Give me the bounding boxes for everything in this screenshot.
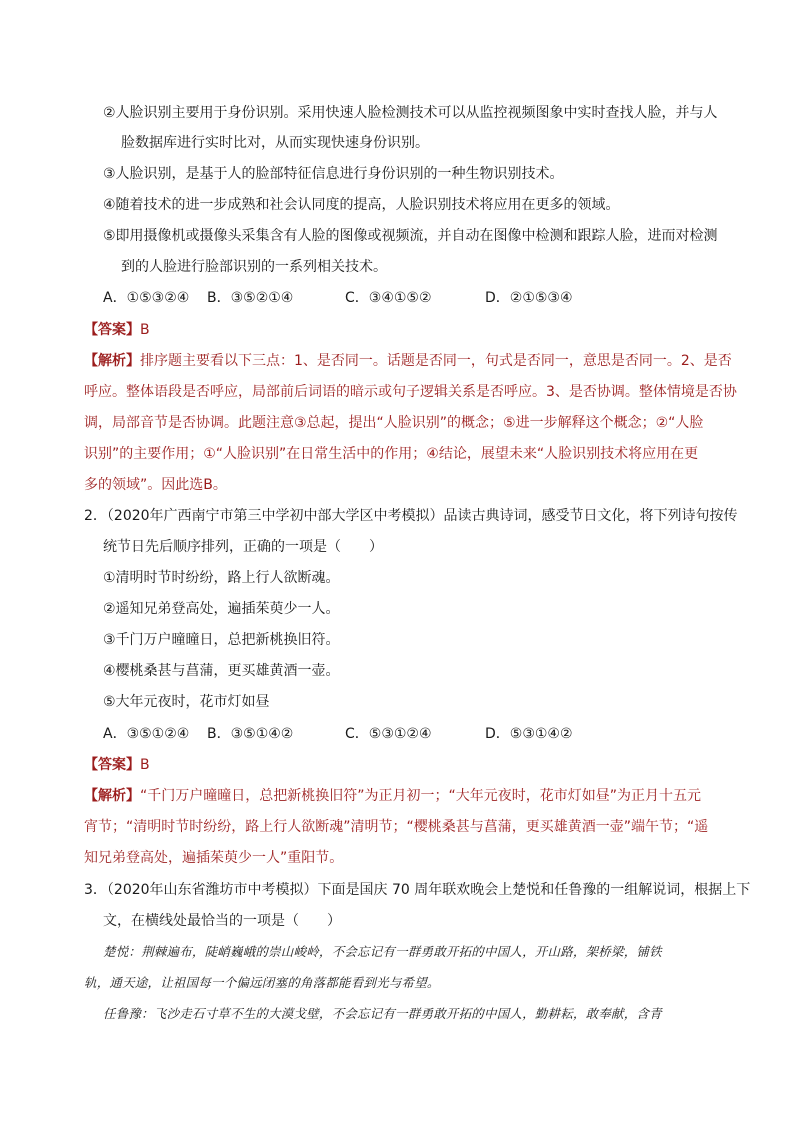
q2-analysis-line-1 (84, 786, 701, 806)
q1-analysis-line-1 (84, 351, 732, 371)
q2-option-a: A．③⑤①②④ (103, 726, 190, 742)
q1-analysis-line-3: 调，局部音节是否协调。此题注意③总起，提出“人脸识别”的概念；⑤进一步解释这个概念；②“人脸 (84, 415, 704, 431)
q2-option-c: C．⑤③①②④ (345, 726, 432, 742)
q1-item-3: ③人脸识别，是基于人的脸部特征信息进行身份识别的一种生物识别技术。 (103, 166, 564, 182)
q2-analysis-line-3: 知兄弟登高处，遍插茱萸少一人”重阳节。 (84, 850, 344, 866)
answer-value: B (140, 322, 150, 338)
q1-answer (84, 320, 150, 340)
q2-answer (84, 755, 150, 775)
q3-passage-line-1: 楚悦：荆棘遍布，陡峭巍峨的崇山峻岭，不会忘记有一群勇敢开拓的中国人，开山路，架桥梁，铺铁 (103, 944, 662, 959)
q1-analysis-line-2: 呼应。整体语段是否呼应，局部前后词语的暗示或句子逻辑关系是否呼应。3、是否协调。整体情境是否协 (84, 384, 737, 400)
q3-passage-line-3: 任鲁豫：飞沙走石寸草不生的大漠戈壁，不会忘记有一群勇敢开拓的中国人，勤耕耘，敢奉献，含青 (103, 1006, 662, 1021)
q1-analysis-line-5: 多的领域”。因此选B。 (84, 477, 227, 493)
q1-option-d: D．②①⑤③④ (485, 290, 573, 306)
q2-analysis-line-2: 宵节；“清明时节时纷纷，路上行人欲断魂”清明节；“樱桃桑甚与菖蒲，更买雄黄酒一壶”端午节；“遥 (84, 819, 709, 835)
q1-item-4: ④随着技术的进一步成熟和社会认同度的提高，人脸识别技术将应用在更多的领域。 (103, 197, 620, 213)
q2-option-d: D．⑤③①④② (485, 726, 573, 742)
q1-analysis-line-4: 识别”的主要作用；①“人脸识别”在日常生活中的作用；④结论，展望未来“人脸识别技术将应用在更 (84, 446, 699, 462)
analysis-text: “千门万户曈曈日，总把新桃换旧符”为正月初一；“大年元夜时，花市灯如昼”为正月十五元 (140, 788, 702, 804)
q2-item-1: ①清明时节时纷纷，路上行人欲断魂。 (103, 570, 340, 586)
analysis-text: 排序题主要看以下三点：1、是否同一。话题是否同一，句式是否同一，意思是否同一。2、是否 (140, 353, 732, 369)
q2-item-3: ③千门万户曈曈日，总把新桃换旧符。 (103, 632, 340, 648)
answer-value: B (140, 757, 150, 773)
q1-option-b: B．③⑤②①④ (207, 290, 294, 306)
q2-item-2: ②遥知兄弟登高处，遍插茱萸少一人。 (103, 601, 340, 617)
q1-item-5-cont: 到的人脸进行脸部识别的一系列相关技术。 (121, 259, 387, 275)
q1-item-2: ②人脸识别主要用于身份识别。采用快速人脸检测技术可以从监控视频图象中实时查找人脸，并与人 (103, 105, 718, 121)
q2-item-5: ⑤大年元夜时，花市灯如昼 (103, 694, 270, 710)
q2-stem-line-1: 2．（2020年广西南宁市第三中学初中部大学区中考模拟）品读古典诗词，感受节日文化，将下列诗句按传 (84, 508, 738, 524)
q3-stem-line-1: 3．（2020年山东省潍坊市中考模拟）下面是国庆 70 周年联欢晚会上楚悦和任鲁豫的一组解说词，根据上下 (84, 882, 751, 898)
answer-tag: 【答案】 (84, 322, 140, 338)
q2-item-4: ④樱桃桑甚与菖蒲，更买雄黄酒一壶。 (103, 663, 340, 679)
q3-stem-line-2: 文，在横线处最恰当的一项是（ ） (103, 913, 341, 929)
q3-passage-line-2: 轨，通天途，让祖国每一个偏远闭塞的角落都能看到光与希望。 (84, 975, 440, 990)
q1-item-2-cont: 脸数据库进行实时比对，从而实现快速身份识别。 (121, 135, 429, 151)
q2-stem-line-2: 统节日先后顺序排列，正确的一项是（ ） (103, 539, 383, 555)
q1-option-a: A．①⑤③②④ (103, 290, 190, 306)
analysis-tag: 【解析】 (84, 788, 140, 804)
analysis-tag: 【解析】 (84, 353, 140, 369)
q2-option-b: B．③⑤①④② (207, 726, 294, 742)
q1-option-c: C．③④①⑤② (345, 290, 432, 306)
q1-item-5: ⑤即用摄像机或摄像头采集含有人脸的图像或视频流，并自动在图像中检测和跟踪人脸，进而对检测 (103, 228, 718, 244)
answer-tag: 【答案】 (84, 757, 140, 773)
